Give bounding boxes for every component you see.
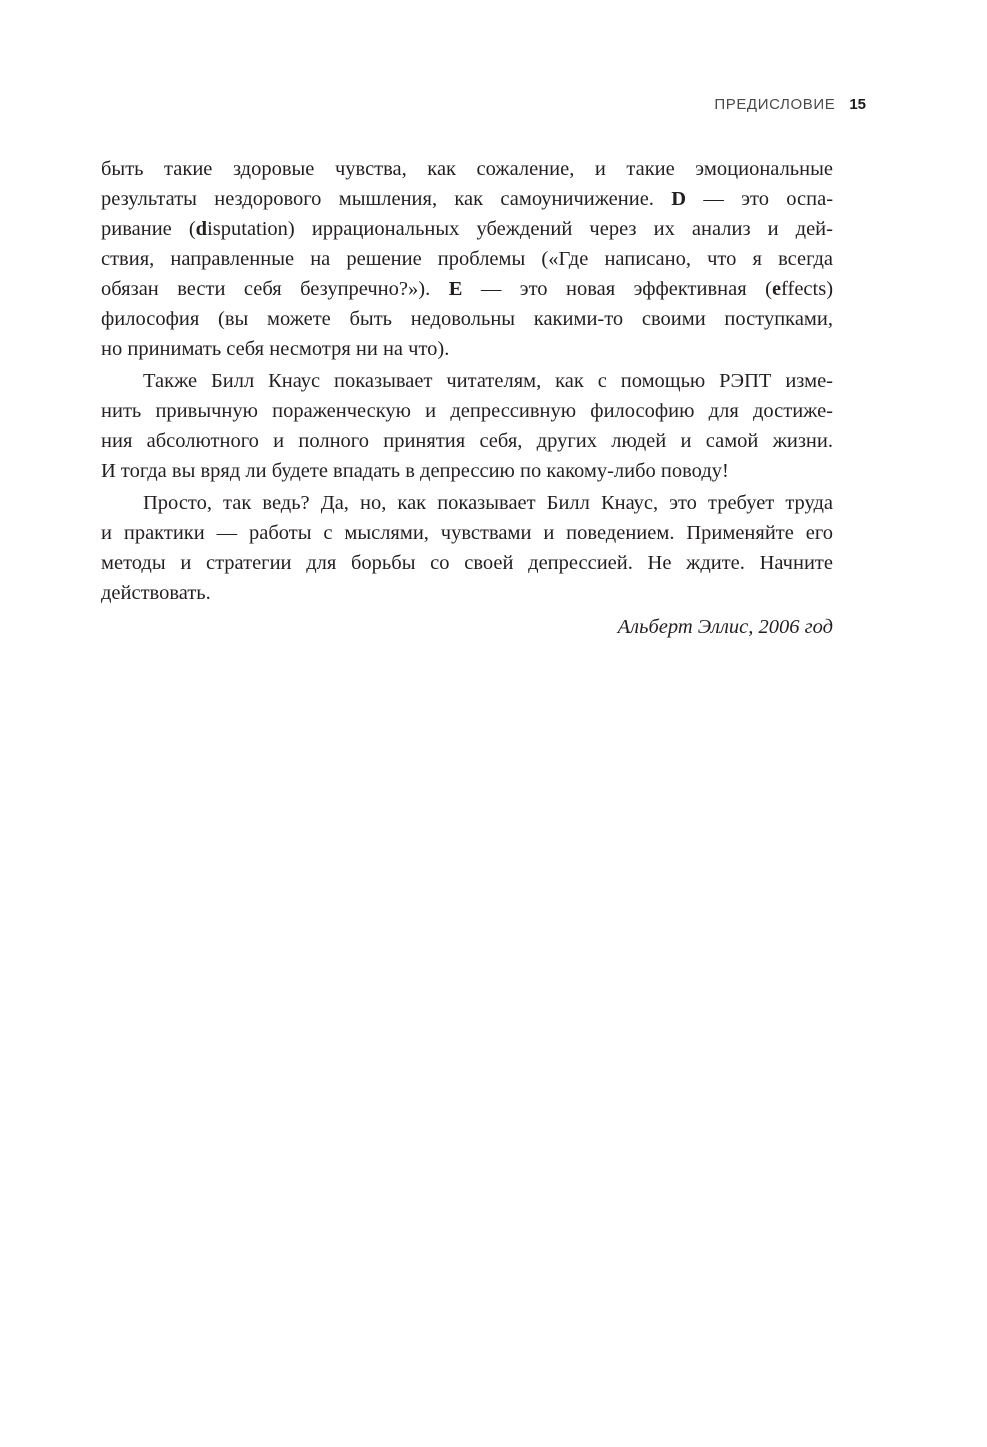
text-line [101,548,833,578]
text-run: действовать. [101,582,211,604]
text-run: isputation) иррациональных убеждений через их анализ и дей- [207,218,833,240]
paragraph-2 [101,366,833,486]
text-run: но принимать себя несмотря ни на что). [101,338,450,360]
text-line [101,334,833,364]
page-number: 15 [849,96,866,113]
text-line [101,274,833,304]
text-run: ривание ( [101,218,196,240]
text-run: И тогда вы вряд ли будете впадать в депрессию по какому-либо поводу! [101,460,729,482]
text-run: — это оспа- [703,188,834,210]
text-line [101,578,833,608]
text-run: философия (вы можете быть недовольны какими-то своими поступками, [101,308,833,330]
text-line [101,456,833,486]
text-line [101,304,833,334]
text-run: обязан вести себя безупречно?»). [101,278,431,300]
text-run: быть такие здоровые чувства, как сожаление, и такие эмоциональные [101,158,833,180]
text-run: методы и стратегии для борьбы со своей депрессией. Не ждите. Начните [101,552,833,574]
text-run: нить привычную пораженческую и депрессивную философию для достиже- [101,400,833,422]
body-text [101,154,833,642]
text-line [101,154,833,184]
abc-letter-e-lower: e [771,278,782,300]
text-line [101,214,833,244]
author-signature: Альберт Эллис, 2006 год [617,616,833,638]
text-line [101,244,833,274]
text-line [101,184,833,214]
text-run: ствия, направленные на решение проблемы («Где написано, что я всегда [101,248,833,270]
text-run: — это новая эффективная ( [480,278,772,300]
text-line [101,518,833,548]
text-line [101,426,833,456]
text-run: Просто, так ведь? Да, но, как показывает Билл Кнаус, это требует труда [143,492,833,514]
text-run: ffects) [781,278,834,300]
section-title: ПРЕДИСЛОВИЕ [714,96,836,113]
text-run: результаты нездорового мышления, как самоуничижение. [101,188,654,210]
text-line [101,366,833,396]
abc-letter-d-lower: d [195,218,208,240]
paragraph-1 [101,154,833,364]
abc-letter-d: D [671,188,687,210]
text-run: и практики — работы с мыслями, чувствами и поведением. Применяйте его [101,522,833,544]
running-head [714,96,866,113]
text-line [101,488,833,518]
abc-letter-e: E [448,278,463,300]
text-run: Также Билл Кнаус показывает читателям, как с помощью РЭПТ изме- [143,370,833,392]
text-line [101,396,833,426]
paragraph-3 [101,488,833,608]
text-run: ния абсолютного и полного принятия себя, других людей и самой жизни. [101,430,833,452]
